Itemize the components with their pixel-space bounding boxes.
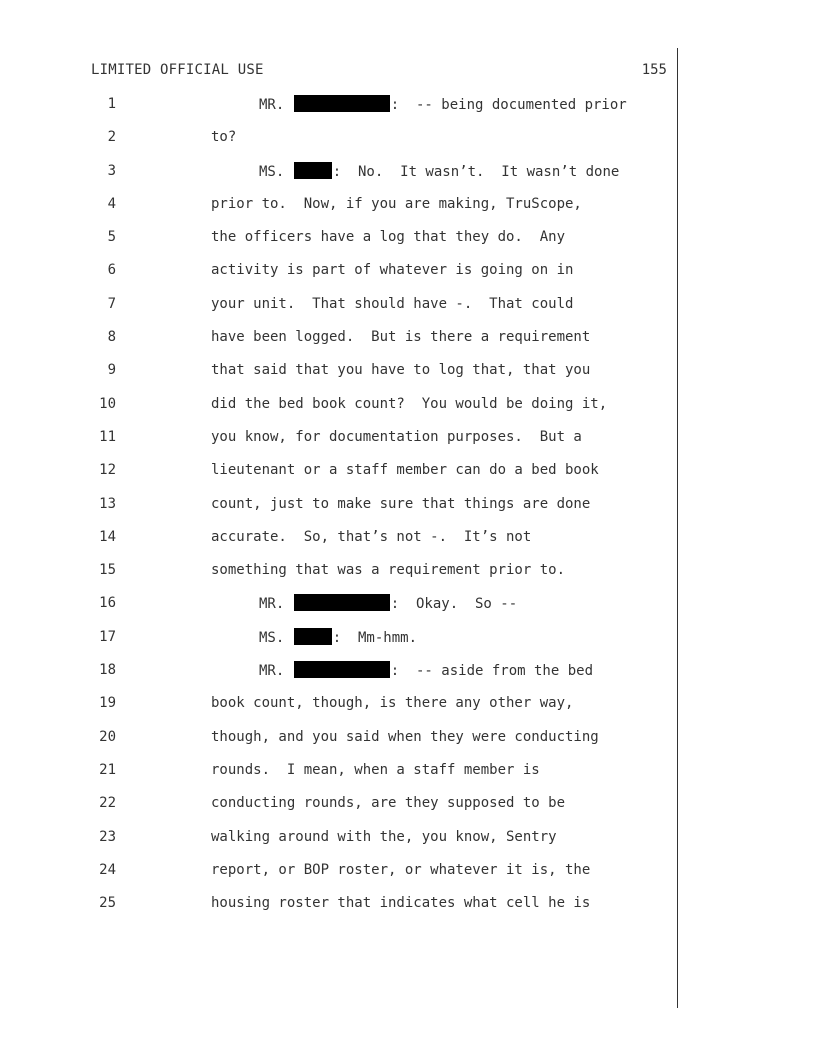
transcript-line [0, 694, 816, 727]
line-number: 3 [107, 162, 116, 179]
line-number: 23 [99, 828, 116, 845]
line-number: 12 [99, 462, 116, 479]
line-text-segment: something that was a requirement prior to. [211, 562, 566, 579]
transcript-line [0, 594, 816, 627]
line-text-segment: MR. [259, 663, 293, 680]
line-text [211, 128, 671, 146]
line-text-segment: did the bed book count? You would be doing it, [211, 395, 608, 412]
line-text [211, 694, 671, 712]
line-number: 8 [107, 329, 116, 346]
line-text [259, 162, 671, 181]
transcript-line [0, 761, 816, 794]
line-text [211, 361, 671, 379]
line-text-segment: count, just to make sure that things are done [211, 495, 591, 512]
transcript-line [0, 328, 816, 361]
line-text [259, 95, 671, 114]
line-number: 22 [99, 795, 116, 812]
line-text-segment: that said that you have to log that, that you [211, 362, 591, 379]
line-text-segment: book count, though, is there any other way, [211, 695, 574, 712]
line-text-segment: prior to. Now, if you are making, TruScope, [211, 195, 582, 212]
line-text-segment: : -- aside from the bed [390, 663, 594, 680]
transcript-line [0, 461, 816, 494]
line-text [211, 461, 671, 479]
line-text-segment: conducting rounds, are they supposed to be [211, 795, 566, 812]
line-text-segment: lieutenant or a staff member can do a bed book [211, 462, 599, 479]
line-text-segment: : No. It wasn’t. It wasn’t done [332, 163, 620, 180]
line-text [211, 428, 671, 446]
line-text-segment: MS. [259, 163, 293, 180]
line-text-segment: your unit. That should have -. That could [211, 295, 574, 312]
transcript-line [0, 561, 816, 594]
line-text [259, 661, 671, 680]
transcript-line [0, 228, 816, 261]
line-number: 11 [99, 428, 116, 445]
line-text [211, 761, 671, 779]
transcript-line [0, 395, 816, 428]
line-number: 25 [99, 895, 116, 912]
line-text-segment: MS. [259, 629, 293, 646]
line-text [211, 295, 671, 313]
transcript-line [0, 495, 816, 528]
transcript-line [0, 861, 816, 894]
line-number: 20 [99, 728, 116, 745]
transcript-line [0, 894, 816, 927]
line-number: 6 [107, 262, 116, 279]
page-number: 155 [641, 62, 667, 78]
line-text-segment: accurate. So, that’s not -. It’s not [211, 528, 532, 545]
line-text [211, 495, 671, 513]
transcript-line [0, 128, 816, 161]
redaction-bar [294, 594, 390, 611]
transcript-line [0, 828, 816, 861]
line-number: 15 [99, 562, 116, 579]
line-text [211, 794, 671, 812]
transcript-lines [0, 95, 816, 927]
transcript-line [0, 261, 816, 294]
redaction-bar [294, 661, 390, 678]
transcript-line [0, 361, 816, 394]
line-text-segment: MR. [259, 97, 293, 113]
line-number: 10 [99, 395, 116, 412]
line-text-segment: rounds. I mean, when a staff member is [211, 761, 540, 778]
redaction-bar [294, 628, 332, 645]
line-number: 1 [107, 96, 116, 112]
line-text-segment: : -- being documented prior [390, 97, 627, 113]
line-text-segment: report, or BOP roster, or whatever it is, the [211, 861, 591, 878]
line-number: 17 [99, 628, 116, 645]
line-number: 19 [99, 695, 116, 712]
transcript-line [0, 528, 816, 561]
line-text-segment: : Okay. So -- [390, 596, 518, 613]
transcript-line [0, 628, 816, 661]
line-text [211, 861, 671, 879]
redaction-bar [294, 95, 390, 112]
transcript-line [0, 295, 816, 328]
line-text-segment: the officers have a log that they do. Any [211, 229, 566, 246]
line-text-segment: housing roster that indicates what cell he is [211, 895, 591, 912]
line-text [211, 195, 671, 213]
line-text-segment: MR. [259, 596, 293, 613]
transcript-line [0, 661, 816, 694]
line-text [211, 261, 671, 279]
transcript-line [0, 95, 816, 128]
transcript-line [0, 162, 816, 195]
line-number: 16 [99, 595, 116, 612]
line-number: 13 [99, 495, 116, 512]
redaction-bar [294, 162, 332, 179]
line-text [211, 528, 671, 546]
line-text [211, 328, 671, 346]
classification-header: LIMITED OFFICIAL USE [91, 62, 264, 78]
transcript-line [0, 728, 816, 761]
line-text-segment: : Mm-hmm. [332, 629, 418, 646]
line-number: 14 [99, 528, 116, 545]
line-text-segment: activity is part of whatever is going on in [211, 262, 574, 279]
transcript-line [0, 794, 816, 827]
transcript-line [0, 195, 816, 228]
line-text [211, 395, 671, 413]
line-text [211, 894, 671, 912]
line-text [211, 561, 671, 579]
line-text [211, 828, 671, 846]
line-text-segment: to? [211, 129, 237, 146]
line-number: 21 [99, 761, 116, 778]
line-text-segment: you know, for documentation purposes. But a [211, 428, 582, 445]
line-number: 2 [107, 129, 116, 146]
line-text-segment: walking around with the, you know, Sentry [211, 828, 557, 845]
line-text [211, 728, 671, 746]
line-number: 24 [99, 861, 116, 878]
line-text [259, 594, 671, 613]
line-number: 7 [107, 295, 116, 312]
transcript-line [0, 428, 816, 461]
line-number: 4 [107, 195, 116, 212]
line-text [211, 228, 671, 246]
line-number: 9 [107, 362, 116, 379]
line-text [259, 628, 671, 647]
line-text-segment: have been logged. But is there a requirement [211, 329, 591, 346]
line-number: 5 [107, 229, 116, 246]
line-text-segment: though, and you said when they were conducting [211, 728, 599, 745]
line-number: 18 [99, 662, 116, 679]
